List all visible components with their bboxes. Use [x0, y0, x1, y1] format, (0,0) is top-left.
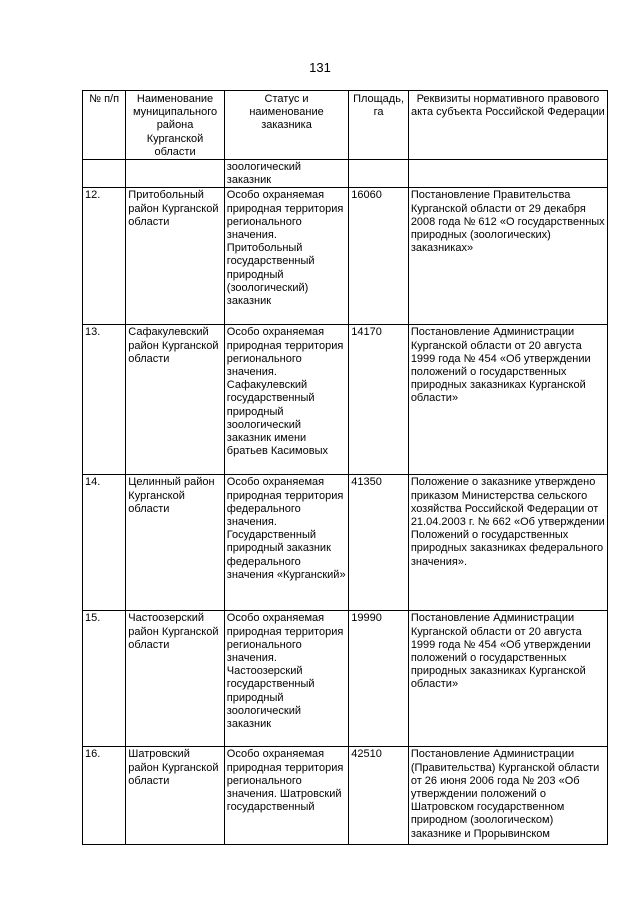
cell-number: 13.	[83, 325, 126, 475]
cell-area: 42510	[349, 747, 409, 845]
cell-act: Постановление Администрации (Правительства) Курганской области от 26 июня 2006 года № 203 «Об утверждении положений о Шатровском государственном природном (зоологическом) заказнике и Прорывинском	[408, 747, 607, 845]
continuation-row	[83, 160, 608, 188]
cell-area: 14170	[349, 325, 409, 475]
cell-number	[83, 160, 126, 188]
cell-area: 41350	[349, 475, 409, 611]
cell-district: Частоозерский район Курганской области	[126, 611, 225, 747]
table-row	[83, 188, 608, 325]
cell-status: Особо охраняемая природная территория регионального значения. Сафакулевский государственный природный зоологический заказник имени братьев Касимовых	[224, 325, 348, 475]
table-row	[83, 475, 608, 611]
cell-area	[349, 160, 409, 188]
cell-area: 19990	[349, 611, 409, 747]
cell-district: Целинный район Курганской области	[126, 475, 225, 611]
table-row	[83, 325, 608, 475]
cell-number: 16.	[83, 747, 126, 845]
header-status: Статус и наименование заказника	[224, 91, 348, 160]
table-header-row	[83, 91, 608, 160]
header-area: Площадь, га	[349, 91, 409, 160]
header-number: № п/п	[83, 91, 126, 160]
cell-district: Шатровский район Курганской области	[126, 747, 225, 845]
cell-act	[408, 160, 607, 188]
cell-area: 16060	[349, 188, 409, 325]
cell-district: Притобольный район Курганской области	[126, 188, 225, 325]
cell-act: Постановление Администрации Курганской области от 20 августа 1999 года № 454 «Об утверждении положений о государственных природных заказниках Курганской области»	[408, 611, 607, 747]
cell-status: зоологический заказник	[224, 160, 348, 188]
cell-number: 12.	[83, 188, 126, 325]
header-act: Реквизиты нормативного правового акта субъекта Российской Федерации	[408, 91, 607, 160]
cell-status: Особо охраняемая природная территория регионального значения. Шатровский государственный	[224, 747, 348, 845]
cell-status: Особо охраняемая природная территория регионального значения. Частоозерский государственный природный зоологический заказник	[224, 611, 348, 747]
cell-status: Особо охраняемая природная территория регионального значения. Притобольный государственный природный (зоологический) заказник	[224, 188, 348, 325]
table-row	[83, 611, 608, 747]
cell-number: 15.	[83, 611, 126, 747]
cell-number: 14.	[83, 475, 126, 611]
cell-district: Сафакулевский район Курганской области	[126, 325, 225, 475]
nature-reserves-table	[82, 90, 608, 845]
page-number: 131	[309, 60, 331, 75]
table-row	[83, 747, 608, 845]
header-district: Наименование муниципального района Курганской области	[126, 91, 225, 160]
cell-act: Положение о заказнике утверждено приказом Министерства сельского хозяйства Российской Федерации от 21.04.2003 г. № 662 «Об утверждении Положений о государственных природных заказниках федерального значения».	[408, 475, 607, 611]
cell-status: Особо охраняемая природная территория федерального значения. Государственный природный заказник федерального значения «Курганский»	[224, 475, 348, 611]
cell-act: Постановление Правительства Курганской области от 29 декабря 2008 года № 612 «О государственных природных (зоологических) заказниках»	[408, 188, 607, 325]
cell-district	[126, 160, 225, 188]
cell-act: Постановление Администрации Курганской области от 20 августа 1999 года № 454 «Об утверждении положений о государственных природных заказниках Курганской области»	[408, 325, 607, 475]
